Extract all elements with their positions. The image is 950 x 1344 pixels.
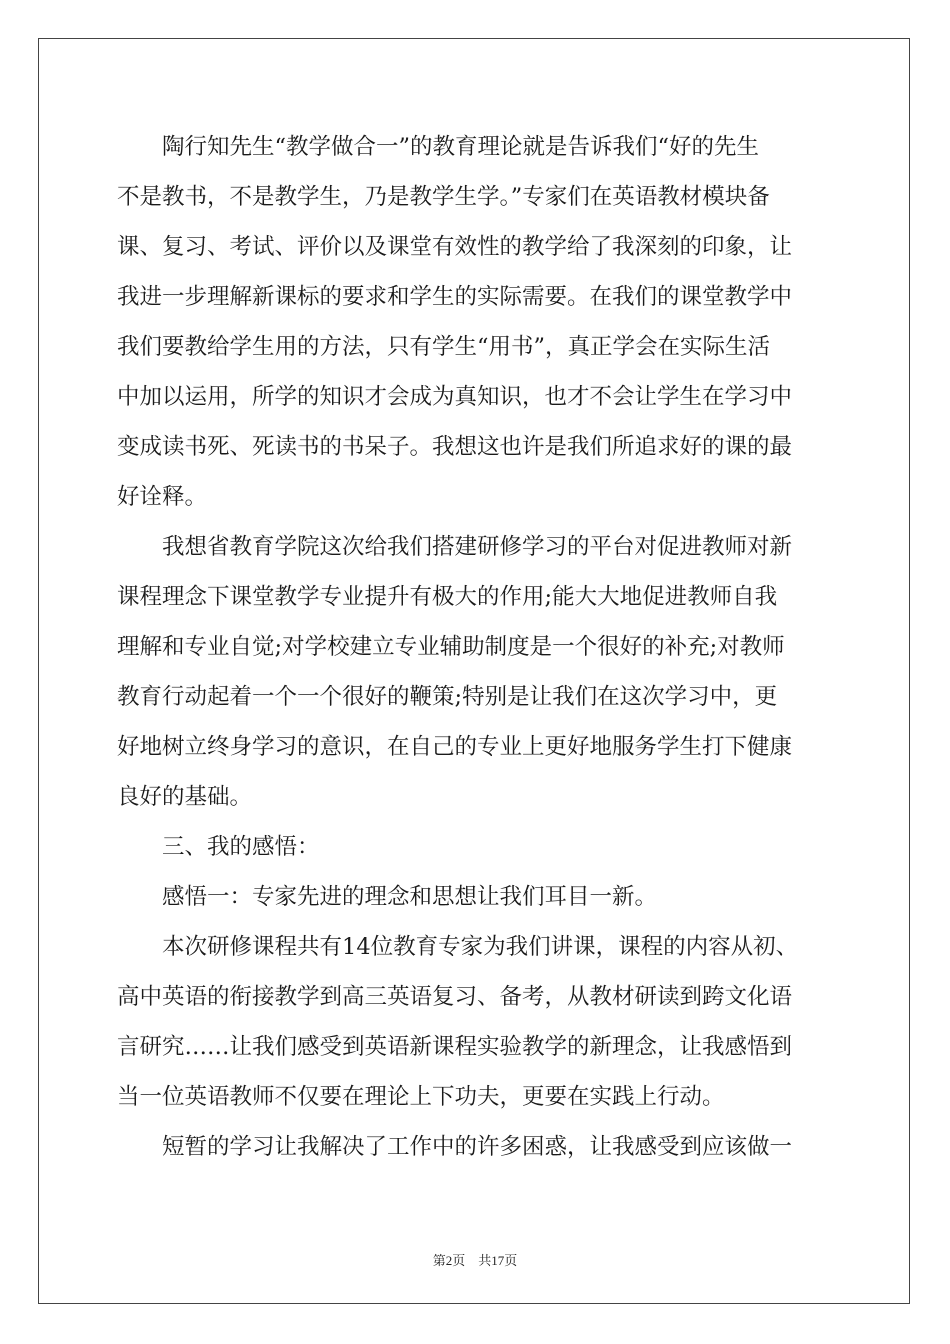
text-line: 课、复习、考试、评价以及课堂有效性的教学给了我深刻的印象，让: [117, 234, 793, 260]
text-line: 理解和专业自觉;对学校建立专业辅助制度是一个很好的补充;对教师: [117, 634, 785, 660]
section-heading: 三、我的感悟：: [117, 834, 320, 860]
sub-heading: 感悟一：专家先进的理念和思想让我们耳目一新。: [117, 884, 658, 910]
text-line: 我进一步理解新课标的要求和学生的实际需要。在我们的课堂教学中: [117, 284, 793, 310]
text-line: 当一位英语教师不仅要在理论上下功夫，更要在实践上行动。: [117, 1084, 725, 1110]
text-line: 课程理念下课堂教学专业提升有极大的作用;能大大地促进教师自我: [117, 584, 778, 610]
text-line: 我们要教给学生用的方法，只有学生“用书”，真正学会在实际生活: [117, 334, 771, 360]
text-line: 陶行知先生“教学做合一”的教育理论就是告诉我们“好的先生: [117, 134, 760, 160]
text-line: 中加以运用，所学的知识才会成为真知识，也才不会让学生在学习中: [117, 384, 793, 410]
text-line: 好诠释。: [117, 484, 208, 510]
text-line: 短暂的学习让我解决了工作中的许多困惑，让我感受到应该做一: [117, 1134, 793, 1160]
text-line: 本次研修课程共有14位教育专家为我们讲课，课程的内容从初、: [117, 934, 799, 960]
page-number-footer: 第2页 共17页: [432, 1253, 518, 1268]
text-line: 良好的基础。: [117, 784, 253, 810]
text-line: 不是教书，不是教学生，乃是教学生学。”专家们在英语教材模块备: [117, 184, 770, 210]
text-line: 好地树立终身学习的意识，在自己的专业上更好地服务学生打下健康: [117, 734, 793, 760]
text-line: 高中英语的衔接教学到高三英语复习、备考，从教材研读到跨文化语: [117, 984, 793, 1010]
page-border: [38, 38, 910, 1304]
text-line: 教育行动起着一个一个很好的鞭策;特别是让我们在这次学习中，更: [117, 684, 778, 710]
text-line: 言研究……让我们感受到英语新课程实验教学的新理念，让我感悟到: [117, 1034, 793, 1060]
text-line: 我想省教育学院这次给我们搭建研修学习的平台对促进教师对新: [117, 534, 793, 560]
text-line: 变成读书死、死读书的书呆子。我想这也许是我们所追求好的课的最: [117, 434, 793, 460]
